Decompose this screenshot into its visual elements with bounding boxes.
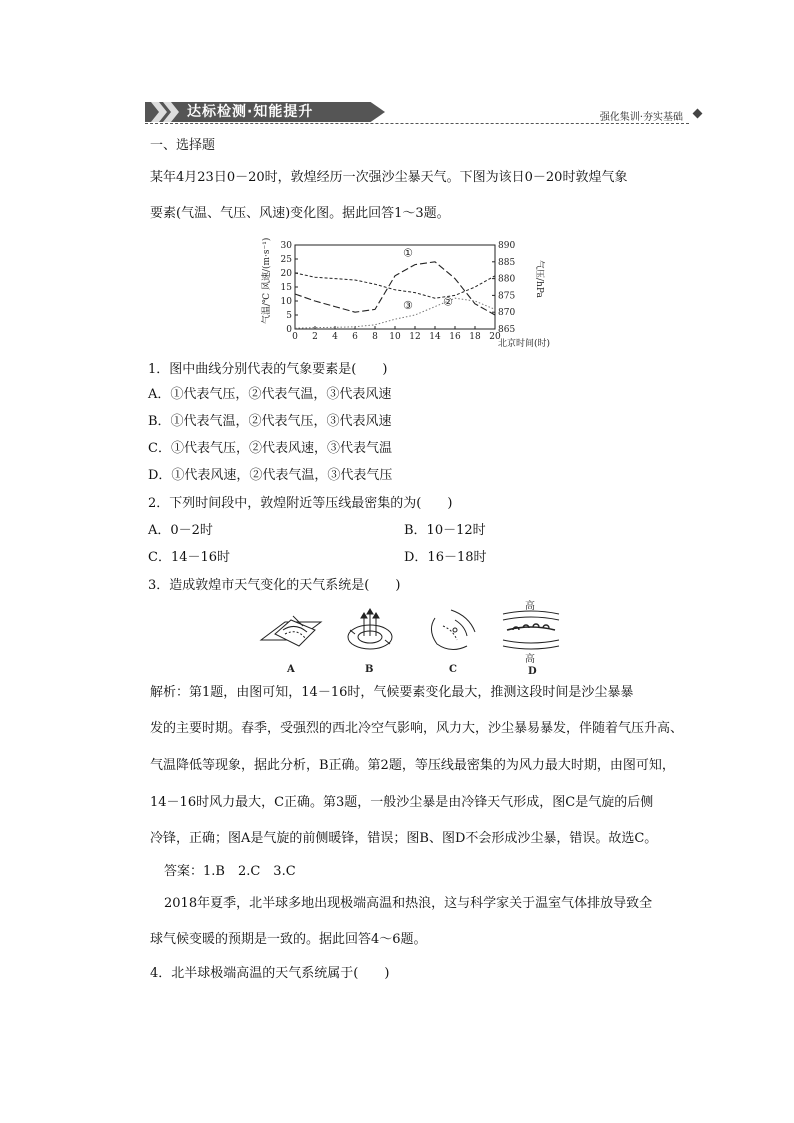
- weather-chart: [255, 238, 565, 348]
- x-tick-label: 20: [489, 332, 501, 342]
- y-left-tick-label: 30: [280, 241, 292, 251]
- series-label-1: ①: [403, 246, 413, 260]
- x-tick-label: 8: [372, 332, 378, 342]
- analysis-line5: 冷锋，正确；图A是气旋的前侧暖锋，错误；图B、图D不会形成沙尘暴，错误。故选C。: [150, 831, 658, 846]
- x-tick-label: 16: [449, 332, 461, 342]
- header-rule: [145, 123, 689, 124]
- diamond-icon: [693, 109, 703, 119]
- figure-d: [503, 611, 559, 649]
- q1-option-c: C．①代表气压，②代表风速，③代表气温: [148, 441, 392, 456]
- analysis-line1: 解析：第1题，由图可知，14－16时，气候要素变化最大，推测这段时间是沙尘暴暴: [150, 685, 634, 700]
- chevron-icon: [149, 102, 185, 122]
- intro2-line1: 2018年夏季，北半球多地出现极端高温和热浪，这与科学家关于温室气体排放导致全: [164, 896, 653, 911]
- intro1-line2: 要素(气温、气压、风速)变化图。据此回答1～3题。: [150, 206, 450, 221]
- q2-option-b: B．10－12时: [404, 523, 486, 538]
- header-right-label: 强化集训·夯实基础: [599, 112, 683, 123]
- y-left-tick-label: 15: [280, 283, 292, 293]
- y-right-tick-label: 870: [498, 308, 516, 319]
- q2-option-a: A．0－2时: [148, 523, 213, 538]
- x-label: 北京时间(时): [498, 339, 551, 348]
- figure-a-label: A: [287, 664, 295, 675]
- q1-option-a: A．①代表气压，②代表气温，③代表风速: [148, 387, 392, 402]
- x-tick-label: 6: [352, 332, 358, 342]
- y-right-tick-label: 875: [498, 291, 516, 302]
- series-line-1: [295, 262, 495, 315]
- q4-stem: 4．北半球极端高温的天气系统属于( ): [150, 966, 390, 981]
- figure-a: [261, 616, 321, 646]
- answer-line: 答案：1.B 2.C 3.C: [164, 864, 296, 879]
- figure-d-high-top: 高: [525, 601, 535, 612]
- x-tick-label: 18: [469, 332, 481, 342]
- analysis-line3: 气温降低等现象，据此分析，B正确。第2题，等压线最密集的为风力最大时期，由图可知，: [150, 758, 675, 773]
- weather-system-figures: [255, 600, 565, 678]
- x-tick-label: 10: [389, 332, 401, 342]
- series-label-3: ③: [403, 299, 413, 312]
- y-left-label: 气温/℃ 风速/(m·s⁻¹): [262, 238, 272, 324]
- series-label-2: ②: [443, 295, 453, 309]
- q3-stem: 3．造成敦煌市天气变化的天气系统是( ): [148, 578, 401, 593]
- section-title: 一、选择题: [150, 138, 216, 153]
- figure-c-label: C: [449, 664, 457, 675]
- y-right-tick-label: 885: [498, 257, 516, 268]
- y-left-tick-label: 5: [286, 311, 292, 321]
- y-right-tick-label: 865: [498, 325, 516, 335]
- y-left-tick-label: 25: [280, 255, 292, 265]
- q1-option-b: B．①代表气温，②代表气压，③代表风速: [148, 414, 392, 429]
- x-tick-label: 14: [429, 332, 441, 342]
- analysis-line4: 14－16时风力最大，C正确。第3题，一般沙尘暴是由冷锋天气形成，图C是气旋的后侧: [150, 795, 654, 810]
- figure-d-high-bottom: 高: [525, 654, 535, 665]
- y-right-tick-label: 890: [498, 241, 516, 251]
- x-tick-label: 2: [312, 332, 318, 342]
- q1-stem: 1．图中曲线分别代表的气象要素是( ): [148, 362, 388, 377]
- intro1-line1: 某年4月23日0－20时，敦煌经历一次强沙尘暴天气。下图为该日0－20时敦煌气象: [150, 170, 628, 185]
- analysis-line2: 发的主要时期。春季，受强烈的西北冷空气影响，风力大，沙尘暴易暴发，伴随着气压升高、: [150, 721, 684, 736]
- x-tick-label: 4: [332, 332, 338, 342]
- figure-d-label: D: [528, 666, 537, 677]
- intro2-line2: 球气候变暖的预期是一致的。据此回答4～6题。: [150, 932, 427, 947]
- plot-frame: [295, 245, 495, 329]
- y-right-tick-label: 880: [498, 274, 516, 285]
- figure-b: [348, 609, 392, 649]
- header-title: 达标检测·知能提升: [187, 104, 314, 120]
- y-left-tick-label: 0: [286, 325, 292, 335]
- section-header: [145, 100, 705, 128]
- x-tick-label: 0: [292, 332, 298, 342]
- x-tick-label: 12: [409, 332, 421, 342]
- y-left-tick-label: 10: [280, 297, 292, 307]
- y-right-label: 气压/hPa: [534, 260, 544, 298]
- q2-option-c: C．14－16时: [148, 550, 231, 565]
- q1-option-d: D．①代表风速，②代表气温，③代表气压: [148, 468, 393, 483]
- q2-option-d: D．16－18时: [404, 550, 487, 565]
- series-line-3: [295, 298, 495, 328]
- figure-c: [431, 610, 475, 650]
- figure-b-label: B: [365, 664, 374, 675]
- q2-stem: 2．下列时间段中，敦煌附近等压线最密集的为( ): [148, 496, 453, 511]
- y-left-tick-label: 20: [280, 269, 292, 279]
